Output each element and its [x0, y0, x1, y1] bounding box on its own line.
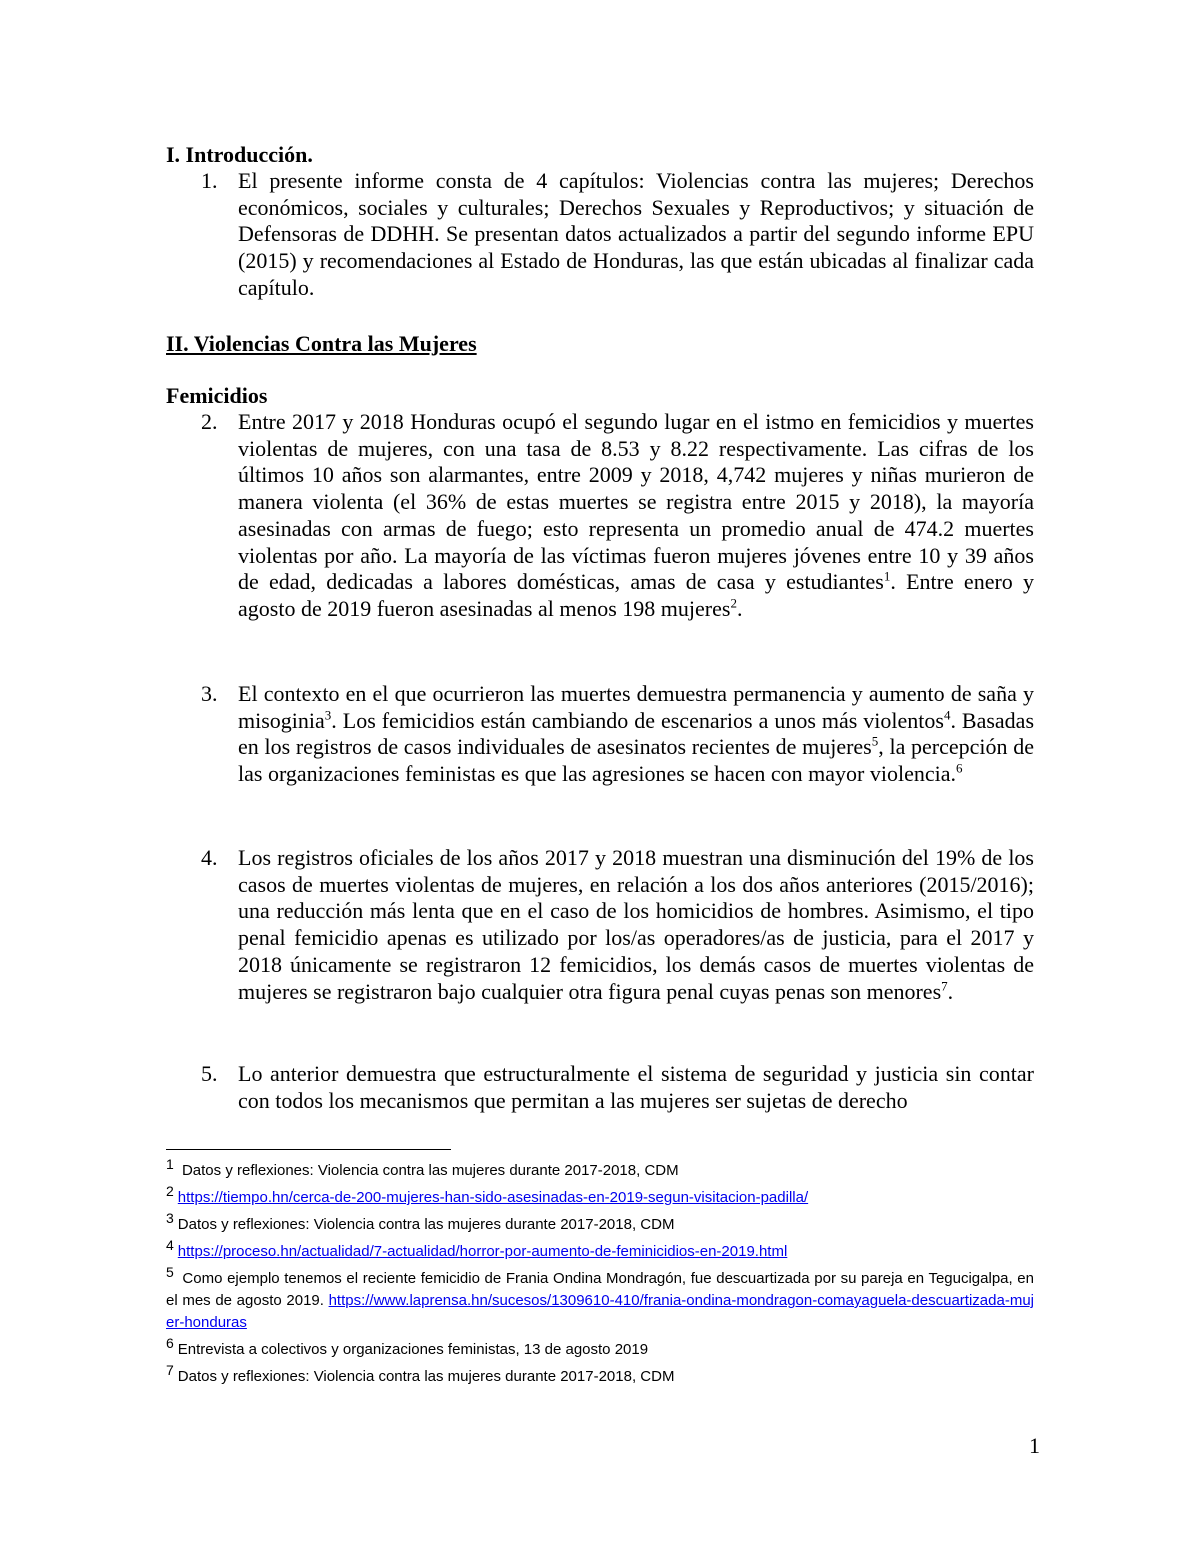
subheading-femicides: Femicidios [166, 383, 268, 408]
footnote-ref[interactable]: 4 [943, 707, 951, 723]
item-text [238, 681, 1034, 788]
item-text-part: El contexto en el que ocurrieron las muertes demuestra permanencia y aumento de saña y misoginia [238, 681, 1034, 733]
item-number: 1. [201, 168, 218, 193]
footnotes [166, 1156, 1034, 1393]
footnote-7 [166, 1362, 1034, 1388]
footnote-ref[interactable]: 1 [883, 568, 891, 584]
footnote-ref[interactable]: 7 [941, 978, 948, 994]
item-text [238, 409, 1034, 623]
section-heading-violence: II. Violencias Contra las Mujeres [166, 331, 477, 356]
footnote-ref[interactable]: 2 [730, 595, 737, 611]
footnote-link[interactable]: https://www.laprensa.hn/sucesos/1309610-410/frania-ondina-mondragon-comayaguela-descuartizada-mujer-honduras [166, 1292, 1034, 1331]
item-text-part: . Los femicidios están cambiando de escenarios a unos más violentos [331, 707, 944, 733]
footnote-text: Datos y reflexiones: Violencia contra las mujeres durante 2017-2018, CDM [177, 1162, 679, 1179]
section-heading-introduction: I. Introducción. [166, 142, 313, 167]
footnote-mark: 5 [166, 1264, 174, 1280]
footnote-text: Como ejemplo tenemos el reciente femicidio de Frania Ondina Mondragón, fue descuartizada por su pareja en Tegucigalpa, en el mes de agosto 2019. [166, 1270, 1034, 1309]
footnote-text: Datos y reflexiones: Violencia contra las mujeres durante 2017-2018, CDM [177, 1216, 675, 1233]
list-item-2 [166, 409, 1034, 623]
list-item-1 [166, 168, 1034, 302]
footnote-text: Datos y reflexiones: Violencia contra las mujeres durante 2017-2018, CDM [177, 1368, 675, 1385]
item-text-part: Los registros oficiales de los años 2017 y 2018 muestran una disminución del 19% de los casos de muertes violentas de mujeres, en relación a los dos años anteriores (2015/2016); una reducción más lenta que en el caso de los homicidios de hombres. Asimismo, el tipo penal femicidio apenas es utilizado por los/as operadores/as de justicia, para el 2017 y 2018 únicamente se registraron 12 femicidios, los demás casos de muertes violentas de mujeres se registraron bajo cualquier otra figura penal cuyas penas son menores [238, 845, 1034, 1004]
footnote-5 [166, 1264, 1034, 1334]
footnote-ref[interactable]: 6 [956, 760, 963, 776]
item-number: 3. [201, 681, 218, 706]
page-number: 1 [1029, 1433, 1040, 1458]
item-text-part: . Entre enero y agosto de 2019 fueron asesinadas al menos 198 mujeres [238, 569, 1034, 621]
footnote-mark: 3 [166, 1210, 174, 1226]
footnote-ref[interactable]: 5 [871, 734, 879, 750]
item-text [238, 845, 1034, 1005]
footnote-mark: 6 [166, 1335, 174, 1351]
footnote-link[interactable]: https://proceso.hn/actualidad/7-actualidad/horror-por-aumento-de-feminicidios-en-2019.html [177, 1243, 788, 1260]
footnote-3 [166, 1210, 1034, 1236]
list-item-3 [166, 681, 1034, 788]
item-text-part: . Basadas en los registros de casos individuales de asesinatos recientes de mujeres [238, 707, 1035, 760]
item-text: El presente informe consta de 4 capítulos: Violencias contra las mujeres; Derechos económicos, sociales y culturales; Derechos Sexuales y Reproductivos; y situación de Defensoras de DDHH. Se presentan datos actualizados a partir del segundo informe EPU (2015) y recomendaciones al Estado de Honduras, las que están ubicadas al finalizar cada capítulo. [238, 168, 1034, 300]
footnote-link[interactable]: https://tiempo.hn/cerca-de-200-mujeres-han-sido-asesinadas-en-2019-segun-visitacion-padilla/ [177, 1189, 809, 1206]
footnote-text: Entrevista a colectivos y organizaciones feministas, 13 de agosto 2019 [177, 1341, 649, 1358]
footnote-1 [166, 1156, 1034, 1182]
footnote-4 [166, 1237, 1034, 1263]
item-number: 5. [201, 1061, 218, 1086]
item-text-part: . [947, 978, 954, 1004]
footnote-separator [166, 1149, 451, 1150]
item-text-part: . [736, 595, 743, 621]
item-text-part: , la percepción de las organizaciones feministas es que las agresiones se hacen con mayor violencia. [238, 734, 1034, 787]
footnote-mark: 4 [166, 1237, 174, 1253]
footnote-ref[interactable]: 3 [324, 707, 332, 723]
item-number: 4. [201, 845, 218, 870]
list-item-5 [166, 1061, 1034, 1114]
item-text: Lo anterior demuestra que estructuralmente el sistema de seguridad y justicia sin contar con todos los mecanismos que permitan a las mujeres ser sujetas de derecho [238, 1061, 1034, 1113]
footnote-2 [166, 1183, 1034, 1209]
footnote-mark: 1 [166, 1156, 174, 1172]
footnote-mark: 7 [166, 1362, 174, 1378]
footnote-mark: 2 [166, 1183, 174, 1199]
item-text-part: Entre 2017 y 2018 Honduras ocupó el segundo lugar en el istmo en femicidios y muertes violentas de mujeres, con una tasa de 8.53 y 8.22 respectivamente. Las cifras de los últimos 10 años son alarmantes, entre 2009 y 2018, 4,742 mujeres y niñas murieron de manera violenta (el 36% de estas muertes se registra entre 2015 y 2018), la mayoría asesinadas con armas de fuego; esto representa un promedio anual de 474.2 muertes violentas por año. La mayoría de las víctimas fueron mujeres jóvenes entre 10 y 39 años de edad, dedicadas a labores domésticas, amas de casa y estudiantes [238, 409, 1034, 595]
item-number: 2. [201, 409, 218, 434]
list-item-4 [166, 845, 1034, 1005]
footnote-6 [166, 1335, 1034, 1361]
